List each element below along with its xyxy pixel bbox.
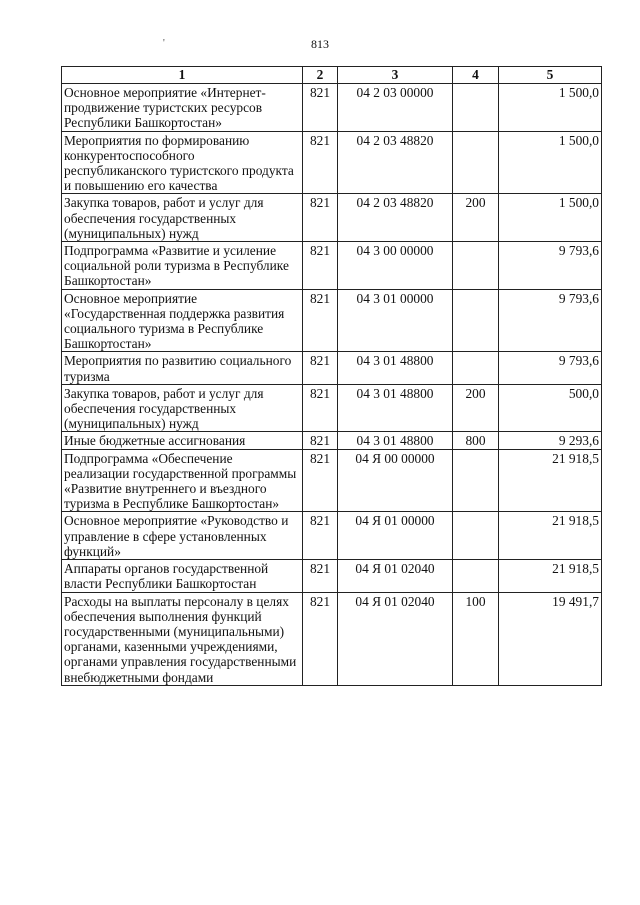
row-name: Основное мероприятие «Руководство и управление в сфере установленных функций» — [62, 512, 303, 560]
row-type — [453, 512, 499, 560]
row-ministry: 821 — [303, 242, 338, 290]
row-code: 04 Я 01 02040 — [338, 560, 453, 592]
row-type — [453, 449, 499, 512]
row-type: 100 — [453, 592, 499, 685]
row-ministry: 821 — [303, 432, 338, 449]
table-row — [62, 352, 602, 384]
row-amount: 9 793,6 — [499, 242, 602, 290]
row-ministry: 821 — [303, 384, 338, 432]
row-ministry: 821 — [303, 194, 338, 242]
row-type — [453, 352, 499, 384]
row-ministry: 821 — [303, 592, 338, 685]
column-header-name: 1 — [62, 67, 303, 84]
row-name: Подпрограмма «Развитие и усиление социальной роли туризма в Республике Башкортостан» — [62, 242, 303, 290]
table-row — [62, 384, 602, 432]
header-row — [62, 67, 602, 84]
row-amount: 9 293,6 — [499, 432, 602, 449]
row-name: Аппараты органов государственной власти Республики Башкортостан — [62, 560, 303, 592]
table-row — [62, 592, 602, 685]
row-code: 04 2 03 48820 — [338, 131, 453, 194]
row-code: 04 3 01 00000 — [338, 289, 453, 352]
scan-mark: ' — [163, 38, 165, 49]
row-code: 04 Я 01 02040 — [338, 592, 453, 685]
table-row — [62, 84, 602, 132]
column-header-type: 4 — [453, 67, 499, 84]
row-name: Основное мероприятие «Государственная поддержка развития социального туризма в Республике Башкортостан» — [62, 289, 303, 352]
table-row — [62, 289, 602, 352]
row-code: 04 Я 00 00000 — [338, 449, 453, 512]
column-header-amount: 5 — [499, 67, 602, 84]
row-type — [453, 242, 499, 290]
row-code: 04 3 01 48800 — [338, 352, 453, 384]
row-type — [453, 560, 499, 592]
row-code: 04 3 01 48800 — [338, 384, 453, 432]
page-number: 813 — [311, 37, 329, 51]
row-amount: 500,0 — [499, 384, 602, 432]
table-row — [62, 560, 602, 592]
row-ministry: 821 — [303, 352, 338, 384]
row-code: 04 3 00 00000 — [338, 242, 453, 290]
table-row — [62, 131, 602, 194]
row-name: Иные бюджетные ассигнования — [62, 432, 303, 449]
row-name: Подпрограмма «Обеспечение реализации государственной программы «Развитие внутреннего и въездного туризма в Республике Башкортостан» — [62, 449, 303, 512]
row-name: Закупка товаров, работ и услуг для обеспечения государственных (муниципальных) нужд — [62, 194, 303, 242]
row-name: Расходы на выплаты персоналу в целях обеспечения выполнения функций государственными (муниципальными) органами, казенными учреждениями, органами управления государственными внебюджетными фондами — [62, 592, 303, 685]
table-row — [62, 194, 602, 242]
row-code: 04 2 03 48820 — [338, 194, 453, 242]
row-name: Основное мероприятие «Интернет-продвижение туристских ресурсов Республики Башкортостан» — [62, 84, 303, 132]
column-header-ministry: 2 — [303, 67, 338, 84]
row-type — [453, 84, 499, 132]
row-type: 200 — [453, 384, 499, 432]
row-name: Мероприятия по формированию конкурентоспособного республиканского туристского продукта и повышению его качества — [62, 131, 303, 194]
row-ministry: 821 — [303, 289, 338, 352]
table-row — [62, 242, 602, 290]
row-ministry: 821 — [303, 560, 338, 592]
row-amount: 1 500,0 — [499, 194, 602, 242]
row-ministry: 821 — [303, 512, 338, 560]
row-amount: 21 918,5 — [499, 449, 602, 512]
row-name: Мероприятия по развитию социального туризма — [62, 352, 303, 384]
row-amount: 1 500,0 — [499, 131, 602, 194]
row-code: 04 Я 01 00000 — [338, 512, 453, 560]
row-name: Закупка товаров, работ и услуг для обеспечения государственных (муниципальных) нужд — [62, 384, 303, 432]
row-type — [453, 131, 499, 194]
column-header-code: 3 — [338, 67, 453, 84]
row-type — [453, 289, 499, 352]
row-code: 04 3 01 48800 — [338, 432, 453, 449]
row-amount: 19 491,7 — [499, 592, 602, 685]
row-type: 200 — [453, 194, 499, 242]
row-ministry: 821 — [303, 449, 338, 512]
row-code: 04 2 03 00000 — [338, 84, 453, 132]
row-amount: 1 500,0 — [499, 84, 602, 132]
table-row — [62, 449, 602, 512]
table-row — [62, 512, 602, 560]
row-ministry: 821 — [303, 84, 338, 132]
row-amount: 9 793,6 — [499, 352, 602, 384]
budget-table — [61, 66, 602, 686]
row-amount: 21 918,5 — [499, 560, 602, 592]
row-amount: 9 793,6 — [499, 289, 602, 352]
row-amount: 21 918,5 — [499, 512, 602, 560]
row-ministry: 821 — [303, 131, 338, 194]
table-row — [62, 432, 602, 449]
row-type: 800 — [453, 432, 499, 449]
